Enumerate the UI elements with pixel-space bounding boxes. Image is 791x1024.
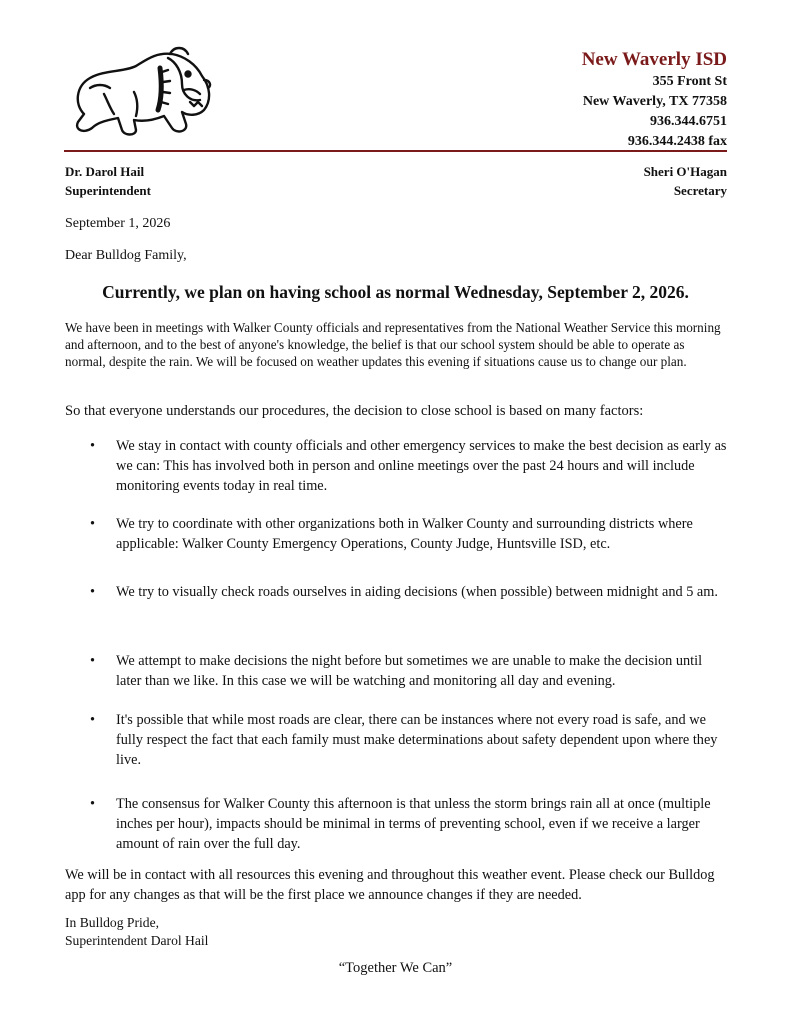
letter-greeting: Dear Bulldog Family, xyxy=(65,248,187,263)
list-item xyxy=(90,794,731,854)
organization-name: New Waverly ISD xyxy=(581,49,727,70)
bullet-icon: • xyxy=(90,796,96,812)
list-item xyxy=(90,710,731,770)
superintendent-title: Superintendent xyxy=(65,183,151,198)
phone-number: 936.344.6751 xyxy=(650,114,727,129)
address-line-1: 355 Front St xyxy=(652,74,727,89)
bullet-icon: • xyxy=(90,438,96,454)
superintendent-name: Dr. Darol Hail xyxy=(65,164,145,179)
address-line-2: New Waverly, TX 77358 xyxy=(582,94,727,109)
signature-name: Superintendent Darol Hail xyxy=(65,933,209,948)
list-item xyxy=(90,514,731,554)
letterhead-contact xyxy=(582,48,727,152)
letterhead-divider xyxy=(64,150,727,152)
bullet-icon: • xyxy=(90,584,96,600)
list-item-text: The consensus for Walker County this afternoon is that unless the storm brings rain all at once (multiple inches per hour), impacts should be minimal in terms of preventing school, even if we receive a larger amount of rain over the full day. xyxy=(116,796,711,852)
paragraph-contact: We will be in contact with all resources this evening and throughout this weather event. Please check our Bulldog app for any changes as that will be the first place we announce changes if they are needed. xyxy=(65,867,715,903)
list-item-text: We try to visually check roads ourselves in aiding decisions (when possible) between midnight and 5 am. xyxy=(116,584,718,600)
fax-number: 936.344.2438 fax xyxy=(627,134,727,149)
list-item-text: We try to coordinate with other organizations both in Walker County and surrounding districts where applicable: Walker County Emergency Operations, County Judge, Huntsville ISD, etc. xyxy=(116,516,693,552)
closing-salutation: In Bulldog Pride, xyxy=(65,915,160,930)
list-item-text: We stay in contact with county officials and other emergency services to make the best decision as early as we can: This has involved both in person and online meetings over the past 24 hours and will include monitoring events today in real time. xyxy=(116,438,727,494)
paragraph-procedures: So that everyone understands our procedures, the decision to close school is based on many factors: xyxy=(65,403,644,419)
secretary-block xyxy=(644,162,727,200)
closing-block xyxy=(65,914,726,950)
motto: “Together We Can” xyxy=(338,960,453,976)
bullet-icon: • xyxy=(90,712,96,728)
secretary-name: Sheri O'Hagan xyxy=(643,164,727,179)
secretary-title: Secretary xyxy=(673,183,727,198)
letter-headline: Currently, we plan on having school as normal Wednesday, September 2, 2026. xyxy=(102,282,689,302)
list-item-text: We attempt to make decisions the night before but sometimes we are unable to make the decision until later than we like. In this case we will be watching and monitoring all day and evening. xyxy=(116,653,703,689)
list-item xyxy=(90,436,731,496)
bullet-icon: • xyxy=(90,653,96,669)
paragraph-meetings: We have been in meetings with Walker County officials and representatives from the National Weather Service this morning and afternoon, and to the best of anyone's knowledge, the belief is that our school system should be able to operate as normal, despite the rain. We will be focused on weather updates this evening if situations cause us to change our plan. xyxy=(65,320,721,369)
letter-date: September 1, 2026 xyxy=(65,216,171,231)
superintendent-block xyxy=(65,162,151,200)
bulldog-logo-icon xyxy=(64,44,224,140)
list-item xyxy=(90,651,731,691)
list-item-text: It's possible that while most roads are clear, there can be instances where not every road is safe, and we fully respect the fact that each family must make determinations about safety dependent upon where they live. xyxy=(116,712,718,768)
list-item xyxy=(90,582,731,602)
bullet-icon: • xyxy=(90,516,96,532)
